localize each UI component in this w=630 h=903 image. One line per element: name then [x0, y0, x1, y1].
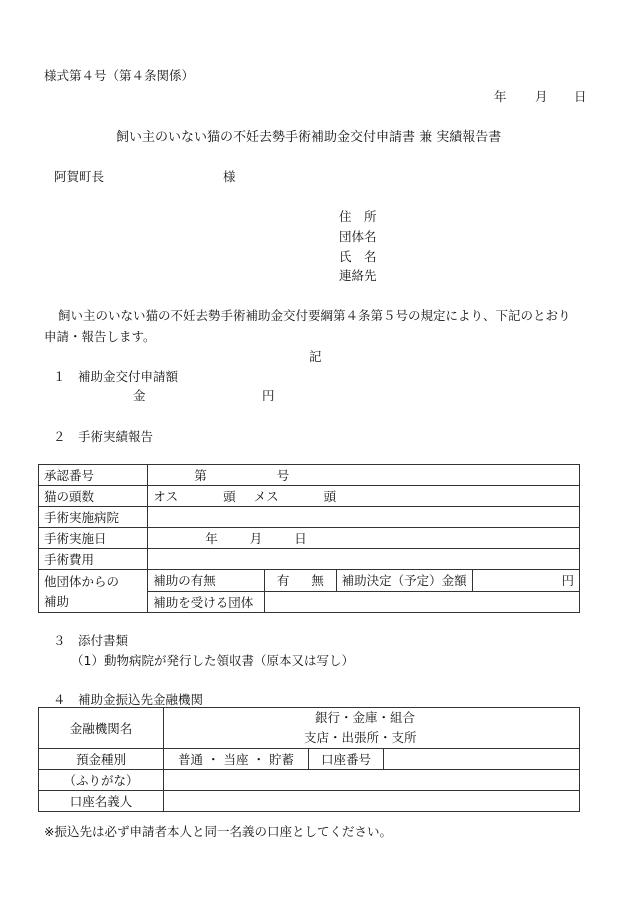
subsidy-org-label: 補助を受ける団体 [148, 591, 265, 613]
cost-cell[interactable] [148, 549, 580, 570]
table-row [39, 770, 580, 791]
institution-label: 金融機関名 [39, 708, 164, 749]
subsidy-presence-options[interactable] [265, 570, 337, 592]
footnote: ※振込先は必ず申請者本人と同一名義の口座としてください。 [44, 824, 392, 839]
addressee-name: 阿賀町長 [54, 169, 105, 184]
account-holder-label: 口座名義人 [39, 791, 164, 812]
deposit-type-label: 預金種別 [39, 749, 164, 770]
applicant-organization-label: 団体名 [339, 229, 377, 244]
section1-heading: １ 補助金交付申請額 [53, 369, 179, 384]
table-row [39, 528, 580, 549]
subsidy-amount-cell[interactable] [472, 570, 579, 592]
bank-info-table [38, 707, 580, 812]
hospital-label: 手術実施病院 [39, 507, 148, 528]
addressee-honorific: 様 [223, 169, 236, 184]
subsidy-yen-unit: 円 [561, 573, 574, 589]
applicant-name-label: 氏 名 [339, 249, 377, 264]
nashi-option[interactable]: 無 [311, 573, 324, 589]
body-text-line1: 飼い主のいない猫の不妊去勢手術補助金交付要綱第４条第５号の規定により、下記のとおり [58, 308, 571, 323]
table-row [39, 507, 580, 528]
date-month: 月 [535, 89, 548, 104]
applicant-contact-label: 連絡先 [339, 268, 377, 283]
male-head-unit: 頭 [223, 489, 236, 504]
subsidy-amount-label: 補助決定（予定）金額 [336, 570, 472, 592]
male-label: オス [153, 489, 179, 504]
surgery-date-cell[interactable] [148, 528, 580, 549]
date-day: 日 [574, 89, 587, 104]
cost-label: 手術費用 [39, 549, 148, 570]
table-row [39, 486, 580, 507]
section4-heading: ４ 補助金振込先金融機関 [53, 692, 204, 707]
section3-heading: ３ 添付書類 [53, 633, 129, 648]
section2-heading: ２ 手術実績報告 [53, 429, 154, 444]
form-number: 様式第４号（第４条関係） [44, 68, 195, 83]
account-number-cell[interactable] [384, 749, 580, 770]
surgery-report-table [38, 464, 580, 613]
go-label: 号 [276, 468, 290, 483]
ari-option[interactable]: 有 [276, 573, 290, 589]
surgery-date-label: 手術実施日 [39, 528, 148, 549]
subsidy-presence-label: 補助の有無 [148, 570, 265, 592]
table-row [39, 465, 580, 486]
table-row [39, 549, 580, 570]
female-label: メス [253, 489, 279, 504]
account-number-label: 口座番号 [309, 749, 384, 770]
applicant-address-label: 住 所 [339, 209, 377, 224]
document-title: 飼い主のいない猫の不妊去勢手術補助金交付申請書 兼 実績報告書 [116, 130, 502, 145]
cat-count-label: 猫の頭数 [39, 486, 148, 507]
other-subsidy-label-line1: 他団体からの [44, 574, 120, 589]
body-text-line2: 申請・報告します。 [44, 329, 156, 344]
surgery-year-label: 年 [205, 531, 218, 546]
amount-yen-label: 円 [262, 388, 275, 403]
deposit-type-options[interactable]: 普通 ・ 当座 ・ 貯蓄 [164, 749, 309, 770]
dai-label: 第 [194, 468, 207, 483]
cat-count-cell[interactable] [148, 486, 580, 507]
bank-types-text: 銀行・金庫・組合 [315, 710, 416, 725]
date-year: 年 [494, 89, 507, 104]
hospital-cell[interactable] [148, 507, 580, 528]
ki-label: 記 [309, 349, 322, 364]
table-row [39, 791, 580, 812]
furigana-cell[interactable] [164, 770, 580, 791]
surgery-day-label: 日 [294, 531, 307, 546]
branch-types-text: 支店・出張所・支所 [304, 730, 417, 745]
furigana-label: （ふりがな） [39, 770, 164, 791]
approval-number-label: 承認番号 [39, 465, 148, 486]
approval-number-cell[interactable] [148, 465, 580, 486]
attachment-item-1: （1）動物病院が発行した領収書（原本又は写し） [71, 653, 354, 668]
subsidy-org-cell[interactable] [265, 591, 580, 613]
institution-cell[interactable] [164, 708, 580, 749]
table-row [39, 570, 580, 592]
female-head-unit: 頭 [323, 489, 337, 504]
surgery-month-label: 月 [249, 531, 263, 546]
table-row [39, 708, 580, 749]
account-holder-cell[interactable] [164, 791, 580, 812]
other-subsidy-label-line2: 補助 [44, 594, 70, 609]
amount-kin-label: 金 [133, 388, 146, 403]
table-row [39, 749, 580, 770]
other-subsidy-label [39, 570, 148, 613]
